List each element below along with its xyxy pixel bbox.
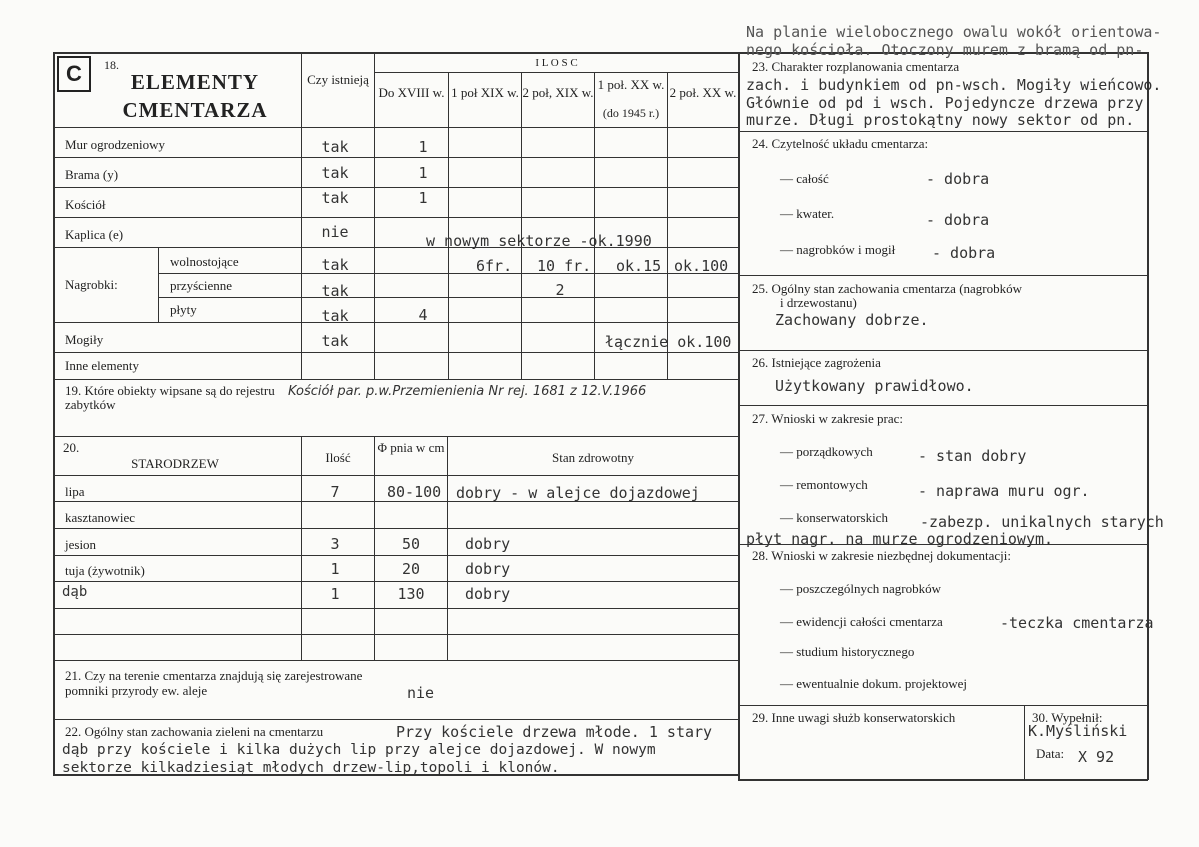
- s28-bottom-line: [738, 705, 1148, 706]
- row-line: [53, 379, 738, 380]
- s27-item-2-value: - naprawa muru ogr.: [918, 482, 1090, 500]
- row-line: [53, 217, 738, 218]
- s26-label: 26. Istniejące zagrożenia: [752, 355, 881, 370]
- row-label-kaplica: Kaplica (e): [65, 227, 124, 242]
- tree-diam-tuja: 20: [401, 560, 421, 578]
- s20-diam-header: Φ pnia w cm: [377, 440, 445, 455]
- tree-count-tuja: 1: [330, 560, 340, 578]
- row-label-kosciol: Kościół: [65, 197, 106, 212]
- exists-kaplica: nie: [321, 223, 349, 241]
- s19-label: 19. Które obiekty wipsane są do rejestru zabytków: [65, 383, 275, 412]
- s25-label-1: 25. Ogólny stan zachowania cmentarza (nagrobków: [752, 281, 1023, 296]
- tree-diam-dab: 130: [397, 585, 425, 603]
- s27-item-2-label: — remontowych: [780, 477, 868, 492]
- card-letter-box: C: [57, 56, 91, 92]
- top-note-line-1: Na planie wielobocznego owalu wokół orientowa-: [746, 23, 1162, 41]
- tree-diam-jesion: 50: [401, 535, 421, 553]
- s22-line-1: Przy kościele drzewa młode. 1 stary: [396, 723, 713, 741]
- row-label-przyscienne: przyścienne: [170, 278, 233, 293]
- row-line: [53, 157, 738, 158]
- s22-label: 22. Ogólny stan zachowania zieleni na cmentarzu: [65, 724, 324, 739]
- s27-item-3-value: -zabezp. unikalnych starych: [920, 513, 1164, 531]
- s22-line-2: dąb przy kościele i kilka dużych lip przy alejce dojazdowej. W nowym: [62, 742, 656, 758]
- s20-row-line: [53, 634, 738, 635]
- s29-s30-divider: [1024, 705, 1025, 779]
- s24-item-1-label: — całość: [780, 171, 829, 186]
- s27-item-3-label: — konserwatorskich: [780, 510, 888, 525]
- s19-bottom-line: [53, 436, 738, 437]
- s27-label: 27. Wnioski w zakresie prac:: [752, 411, 904, 426]
- s20-col-line: [447, 436, 448, 660]
- s27-item-1-value: - stan dobry: [918, 447, 1027, 465]
- row-label-wolnostojace: wolnostojące: [170, 254, 239, 269]
- col-line-p1: [374, 52, 375, 380]
- tree-name-jesion: jesion: [65, 537, 97, 552]
- s20-health-header: Stan zdrowotny: [552, 450, 634, 465]
- tree-diam-lipa: 80-100: [387, 483, 442, 501]
- exists-plyty: tak: [321, 307, 349, 325]
- tree-name-kasztanowiec: kasztanowiec: [65, 510, 136, 525]
- row-label-brama: Brama (y): [65, 167, 119, 182]
- title-line-2: CMENTARZA: [122, 98, 268, 122]
- tree-name-tuja: tuja (żywotnik): [65, 563, 145, 578]
- row-label-mogily: Mogiły: [65, 332, 104, 347]
- title-line-1: ELEMENTY: [130, 70, 260, 94]
- s28-item-4-label: — ewentualnie dokum. projektowej: [780, 676, 968, 691]
- s20-count-header: Ilość: [325, 450, 351, 465]
- ilosc-underline: [375, 72, 738, 73]
- s21-bottom-line: [53, 719, 738, 720]
- exists-kosciol: tak: [321, 189, 349, 207]
- header-bottom-line: [53, 127, 738, 128]
- s21-label: 21. Czy na terenie cmentarza znajdują się zarejestrowane pomniki przyrody ew. aleje: [65, 668, 363, 698]
- top-note-line-2: nego kościoła. Otoczony murem z bramą od pn-: [746, 41, 1144, 59]
- nagrobki-divider: [158, 247, 159, 322]
- s23-bottom-line: [738, 131, 1148, 132]
- tree-count-jesion: 3: [330, 535, 340, 553]
- s20-bottom-line: [53, 660, 738, 661]
- period-5-header: 2 poł. XX w.: [669, 85, 737, 100]
- tree-health-tuja: dobry: [465, 560, 511, 578]
- s25-label-2: i drzewostanu): [780, 295, 857, 310]
- s28-item-2-label: — ewidencji całości cmentarza: [780, 614, 943, 629]
- tree-count-lipa: 7: [330, 483, 340, 501]
- row-line: [53, 187, 738, 188]
- kaplica-note: w nowym sektorze -ok.1990: [426, 232, 652, 250]
- s24-item-1-value: - dobra: [926, 170, 990, 188]
- mogily-note: łącznie ok.100: [605, 333, 732, 351]
- przyscienne-p3: 2: [555, 281, 565, 299]
- row-line: [158, 297, 738, 298]
- wolnostojace-p3: 10 fr.: [537, 257, 592, 275]
- s24-label: 24. Czytelność układu cmentarza:: [752, 136, 929, 151]
- period-4-header: 1 poł. XX w.: [597, 77, 665, 92]
- s20-row-line: [53, 608, 738, 609]
- period-4-sub-header: (do 1945 r.): [602, 106, 660, 120]
- count-brama: 1: [418, 164, 428, 182]
- col-line-exists: [301, 52, 302, 380]
- s27-bottom-line: [738, 544, 1148, 545]
- col-line-p3: [521, 72, 522, 380]
- frame-bottom-right: [738, 779, 1148, 781]
- tree-health-lipa: dobry - w alejce dojazdowej: [456, 484, 700, 502]
- s22-line-3: sektorze kilkadziesiąt młodych drzew-lip,topoli i klonów.: [62, 760, 560, 776]
- section-18-number: 18.: [104, 58, 119, 72]
- s30-date-label: Data:: [1036, 746, 1065, 761]
- s23-line-3: murze. Długi prostokątny nowy sektor od pn.: [746, 111, 1135, 129]
- tree-name-dab: dąb: [62, 584, 88, 600]
- s20-row-line: [53, 555, 738, 556]
- s30-date: X 92: [1078, 748, 1115, 766]
- count-mur: 1: [418, 138, 428, 156]
- s27-item-1-label: — porządkowych: [780, 444, 873, 459]
- row-line: [53, 352, 738, 353]
- period-3-header: 2 poł, XIX w.: [522, 85, 594, 100]
- s20-row-line: [53, 581, 738, 582]
- s23-label: 23. Charakter rozplanowania cmentarza: [752, 59, 960, 74]
- tree-name-lipa: lipa: [65, 484, 85, 499]
- wolnostojace-p4: ok.15: [616, 257, 662, 275]
- period-1-header: Do XVIII w.: [378, 85, 445, 100]
- s28-item-2-value: -teczka cmentarza: [1000, 614, 1154, 632]
- s28-item-3-label: — studium historycznego: [780, 644, 915, 659]
- s19-value: Kościół par. p.w.Przemienienia Nr rej. 1681 z 12.V.1966: [288, 384, 647, 399]
- col-line-p2: [448, 72, 449, 380]
- period-2-header: 1 poł XIX w.: [451, 85, 519, 100]
- exists-wolnostojace: tak: [321, 256, 349, 274]
- s24-item-2-value: - dobra: [926, 211, 990, 229]
- s26-bottom-line: [738, 405, 1148, 406]
- col-exists-header: Czy istnieją: [307, 72, 369, 87]
- s20-row-line: [53, 528, 738, 529]
- s28-label: 28. Wnioski w zakresie niezbędnej dokumentacji:: [752, 548, 1011, 563]
- tree-count-dab: 1: [330, 585, 340, 603]
- wolnostojace-p5: ok.100: [674, 257, 729, 275]
- tree-health-jesion: dobry: [465, 535, 511, 553]
- s27-continuation: płyt nagr. na murze ogrodzeniowym.: [746, 530, 1054, 548]
- s30-name: K.Myśliński: [1028, 722, 1128, 740]
- s20-title: STARODRZEW: [131, 456, 219, 471]
- s24-item-3-value: - dobra: [932, 244, 996, 262]
- plyty-p1: 4: [418, 306, 428, 324]
- frame-right: [1147, 52, 1149, 780]
- tree-health-dab: dobry: [465, 585, 511, 603]
- exists-mur: tak: [321, 138, 349, 156]
- exists-mogily: tak: [321, 332, 349, 350]
- s26-value: Użytkowany prawidłowo.: [775, 377, 974, 395]
- s24-bottom-line: [738, 275, 1148, 276]
- row-label-inne: Inne elementy: [65, 358, 139, 373]
- s29-label: 29. Inne uwagi służb konserwatorskich: [752, 710, 956, 725]
- frame-left: [53, 52, 55, 774]
- s23-line-1: zach. i budynkiem od pn-wsch. Mogiły wieńcowo.: [746, 76, 1162, 94]
- s24-item-3-label: — nagrobków i mogił: [780, 242, 896, 257]
- row-label-nagrobki: Nagrobki:: [65, 277, 118, 292]
- s24-item-2-label: — kwater.: [780, 206, 835, 221]
- s25-value: Zachowany dobrze.: [775, 311, 929, 329]
- ilosc-header: I L O S C: [535, 57, 578, 69]
- s30-label: 30. Wypełnił:: [1032, 710, 1103, 725]
- s20-header-line: [53, 475, 738, 476]
- exists-brama: tak: [321, 164, 349, 182]
- count-kosciol: 1: [418, 189, 428, 207]
- s21-value: nie: [407, 684, 435, 702]
- s25-bottom-line: [738, 350, 1148, 351]
- s20-number: 20.: [63, 440, 80, 455]
- row-label-plyty: płyty: [170, 302, 197, 317]
- s23-line-2: Głównie od pd i wsch. Pojedyncze drzewa przy: [746, 94, 1144, 112]
- wolnostojace-p2: 6fr.: [476, 257, 513, 275]
- exists-przyscienne: tak: [321, 282, 349, 300]
- center-divider: [738, 52, 740, 779]
- row-label-mur: Mur ogrodzeniowy: [65, 137, 166, 152]
- s28-item-1-label: — poszczególnych nagrobków: [780, 581, 942, 596]
